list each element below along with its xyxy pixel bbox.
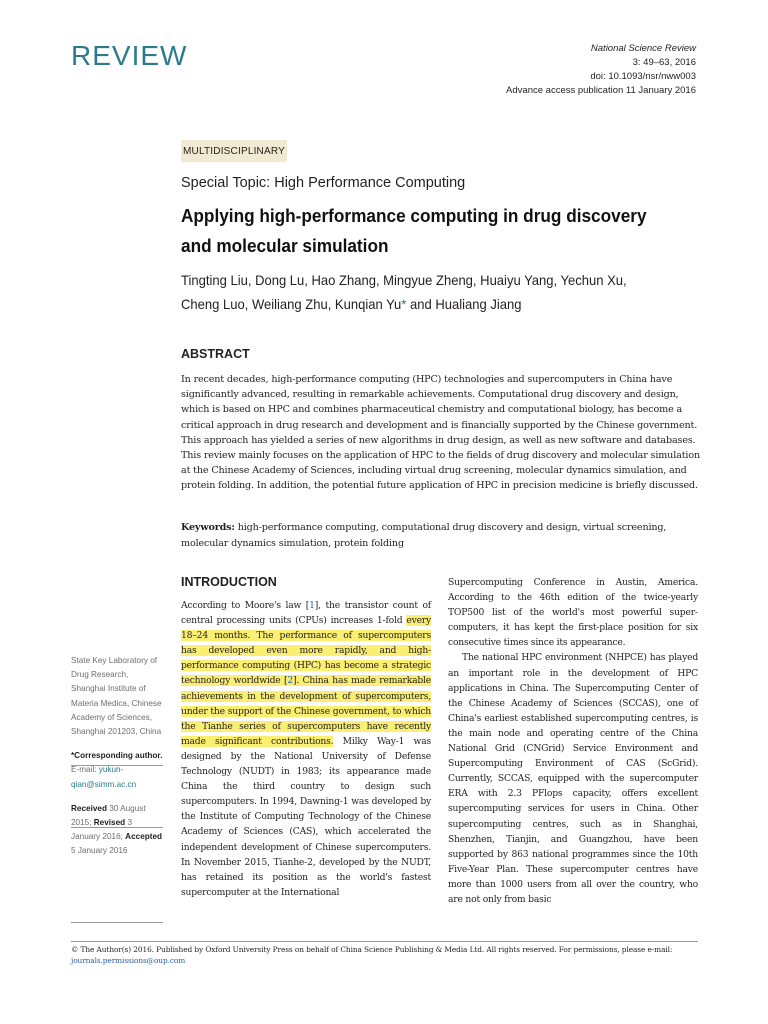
volume-pages: 3: 49–63, 2016 [632,57,696,68]
email-label: E-mail: [71,765,99,775]
article-dates [71,802,163,859]
accepted-label: Accepted [125,832,163,842]
section-label: REVIEW [71,40,188,71]
authors-line-1: Tingting Liu, Dong Lu, Hao Zhang, Mingyue Zheng, Huaiyu Yang, Yechun Xu, [181,272,627,288]
highlighted-text[interactable] [181,615,431,747]
intro-paragraph-1 [181,598,431,900]
corresponding-label: *Corresponding author. [71,751,163,761]
corresponding-author-mark[interactable]: * [401,296,407,312]
intro-paragraph-1-cont: Supercomputing Conference in Austin, America. According to the 46th edition of the twice-yearly TOP500 list of the world's most powerful supercomputers, it has kept the first-place position for six consecutive times since its appearance. [448,577,698,649]
keywords [181,520,701,551]
revised-date: 3 January 2016; [71,818,133,842]
journal-info [506,42,696,98]
corresponding-author [71,749,163,792]
footer-divider [71,941,698,942]
abstract-heading: ABSTRACT [181,347,250,361]
sidebar-divider [71,827,163,828]
article-title [181,201,665,261]
keywords-label: Keywords: [181,522,235,533]
received-date: 30 August 2015; [71,803,146,828]
body-column-right [448,575,698,907]
intro-text: ], the transistor count of central processing units (CPUs) increases 1-fold [181,600,431,627]
subject-badge: MULTIDISCIPLINARY [181,140,287,162]
sidebar-divider [71,922,163,923]
reference-link-1[interactable]: 1 [309,600,315,611]
title-line-2: and molecular simulation [181,235,389,256]
doi[interactable]: doi: 10.1093/nsr/nww003 [590,71,696,82]
highlight-part-1: every 18–24 months. The performance of supercomputers has developed even more rapidly, and high-performance computing (HPC) has become a strategic technology worldwide [ [181,615,431,687]
authors-line-2 [181,292,702,316]
special-topic: Special Topic: High Performance Computing [181,175,466,191]
author-list [181,268,702,316]
author-email-link[interactable]: yukunqian@simm.ac.cn [71,765,137,789]
highlight-part-2: ]. China has made remarkable achievements in the development of supercomputers, under the support of the Chinese government, to which the Tianhe series of supercomputers have recently made significant contributions. [181,675,431,747]
permissions-email-link[interactable]: journals.permissions@oup.com [71,956,186,965]
article-sidebar [71,654,163,869]
intro-text: According to Moore's law [ [181,600,310,611]
introduction-heading: INTRODUCTION [181,575,277,589]
body-column-left [181,598,431,900]
authors-line-2-start: Cheng Luo, Weiliang Zhu, Kunqian Yu [181,296,402,312]
advance-access-date: Advance access publication 11 January 2016 [506,85,696,96]
sidebar-divider [71,765,163,766]
copyright-text: © The Author(s) 2016. Published by Oxford University Press on behalf of China Science Publishing & Media Ltd. All rights reserved. For permissions, please e-mail: [71,945,673,954]
intro-paragraph-2: The national HPC environment (NHPCE) has played an important role in the development of HPC applications in China. The Supercomputing Center of the Chinese Academy of Sciences (SCCAS), one of China's earliest established supercomputing centres, is the main node and operating centre of the China National Grid (CNGrid) Service Environment and Supercomputing Environment of CAS (ScGrid). Currently, SCCAS, equipped with the supercomputer ERA with 2.3 PFlops capacity, offers excellent supercomputing services for users in China. Other supercomputing centres, such as in Shanghai, Shenzhen, Tianjin, and Guangzhou, have been supported by 863 national programmes since the 10th Five-Year Plan. These supercomputer centres have more than 1000 users from all over the country, who are not only from basic [448,652,698,905]
accepted-date: 5 January 2016 [71,846,128,856]
copyright-footer [71,944,711,966]
abstract-text: In recent decades, high-performance computing (HPC) technologies and supercomputers in China have significantly advanced, resulting in remarkable achievements. Computational drug discovery and design, which is based on HPC and combines pharmaceutical chemistry and computational biology, has become a critical approach in drug research and development and is financially supported by the Chinese government. This approach has yielded a series of new algorithms in drug design, as well as new software and databases. This review mainly focuses on the application of HPC to the fields of drug discovery and molecular simulation at the Chinese Academy of Sciences, including virtual drug screening, molecular dynamics simulation, and protein folding. In addition, the potential future application of HPC in precision medicine is briefly discussed. [181,374,700,492]
received-label: Received [71,803,107,813]
keywords-text: high-performance computing, computational drug discovery and design, virtual screening, molecular dynamics simulation, protein folding [181,522,667,549]
affiliation: State Key Laboratory of Drug Research, Shanghai Institute of Materia Medica, Chinese Academy of Sciences, Shanghai 201203, China [71,656,162,737]
reference-link-2[interactable]: 2 [287,675,293,687]
revised-label: Revised [93,818,126,828]
journal-name[interactable]: National Science Review [590,43,696,54]
title-line-1: Applying high-performance computing in drug discovery [181,205,647,226]
authors-line-2-end: and Hualiang Jiang [406,296,522,312]
intro-text: Milky Way-1 was designed by the National University of Defense Technology (NUDT) in 1983; its appearance made China the third country to design such supercomputers. In 1994, Dawning-1 was developed by the Institute of Computing Technology of the Chinese Academy of Sciences (CAS), which accelerated the independent development of Chinese supercomputers. In November 2015, Tianhe-2, developed by the NUDT, has retained its position as the world's fastest supercomputer at the International [181,735,431,898]
